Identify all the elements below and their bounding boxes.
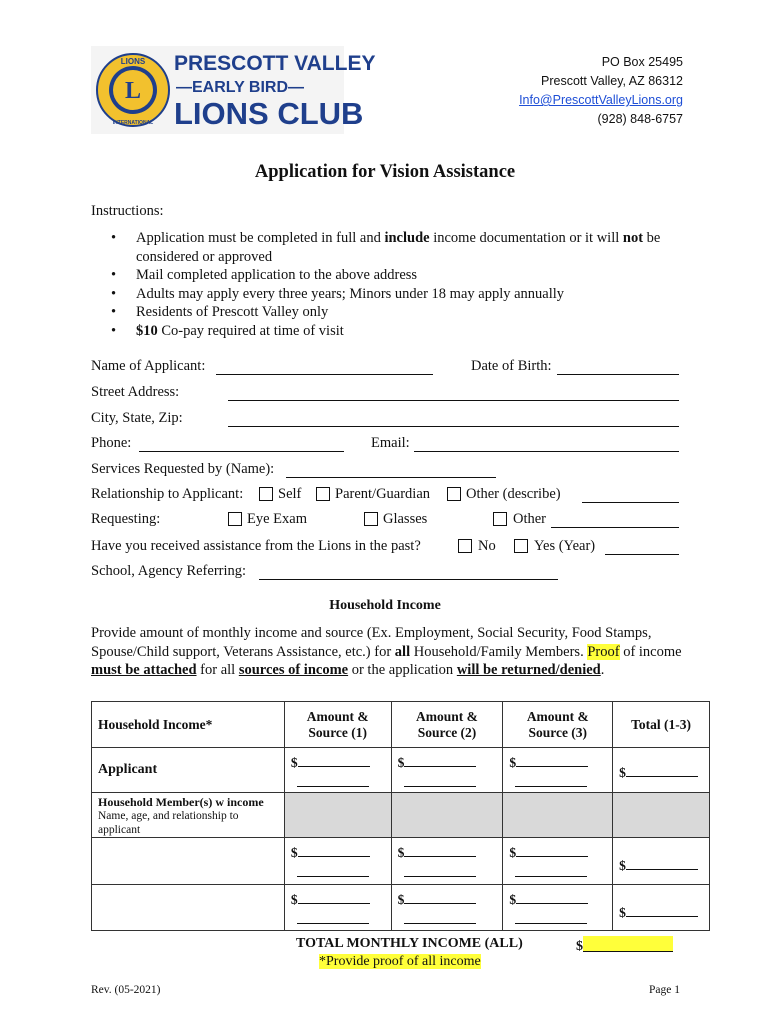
- past-no-label: No: [478, 538, 496, 554]
- shaded-cell: [391, 793, 503, 838]
- member-total[interactable]: $: [613, 838, 710, 885]
- logo-line-1: PRESCOTT VALLEY: [174, 52, 376, 75]
- member-name-cell[interactable]: [92, 885, 285, 931]
- self-label: Self: [278, 486, 302, 502]
- list-item: • $10 Co-pay required at time of visit: [111, 322, 681, 341]
- past-year-field[interactable]: [605, 538, 679, 555]
- member-source-1[interactable]: $: [284, 838, 391, 885]
- shaded-cell: [503, 793, 613, 838]
- applicant-source-2[interactable]: $: [391, 748, 503, 793]
- applicant-source-3[interactable]: $: [503, 748, 613, 793]
- applicant-source-1[interactable]: $: [284, 748, 391, 793]
- contact-info: [519, 53, 683, 129]
- income-table: [91, 701, 710, 931]
- past-yes-checkbox[interactable]: [514, 539, 528, 553]
- member-source-3[interactable]: $: [503, 838, 613, 885]
- applicant-label: Applicant: [92, 748, 285, 793]
- city-label: City, State, Zip:: [91, 410, 183, 426]
- member-source-3[interactable]: $: [503, 885, 613, 931]
- past-no-checkbox[interactable]: [458, 539, 472, 553]
- other-request-checkbox[interactable]: [493, 512, 507, 526]
- instructions-label: Instructions:: [91, 203, 164, 219]
- glasses-checkbox[interactable]: [364, 512, 378, 526]
- shaded-cell: [613, 793, 710, 838]
- household-income-heading: Household Income: [329, 598, 441, 613]
- svg-text:L: L: [124, 78, 142, 104]
- dob-field[interactable]: [557, 358, 679, 375]
- list-item: • Mail completed application to the above address: [111, 266, 681, 285]
- applicant-total[interactable]: $: [613, 748, 710, 793]
- email-label: Email:: [371, 435, 410, 451]
- other-relationship-checkbox[interactable]: [447, 487, 461, 501]
- members-title: Household Member(s) w income: [98, 795, 264, 809]
- email-link[interactable]: Info@PrescottValleyLions.org: [519, 93, 683, 107]
- logo-line-2: —EARLY BIRD—: [176, 79, 305, 96]
- table-row: [92, 793, 710, 838]
- dob-label: Date of Birth:: [471, 358, 552, 374]
- logo-line-3: LIONS CLUB: [174, 96, 364, 131]
- school-field[interactable]: [259, 563, 558, 580]
- past-assistance-label: Have you received assistance from the Lions in the past?: [91, 538, 421, 554]
- city-state-zip: Prescott Valley, AZ 86312: [541, 74, 683, 88]
- total-monthly-income-label: TOTAL MONTHLY INCOME (ALL): [296, 936, 523, 951]
- name-field[interactable]: [216, 358, 433, 375]
- other-request-label: Other: [513, 511, 547, 527]
- lions-emblem-icon: [95, 52, 171, 128]
- phone-number: (928) 848-6757: [597, 112, 683, 126]
- requesting-label: Requesting:: [91, 511, 161, 527]
- po-box: PO Box 25495: [601, 55, 683, 69]
- members-header-cell: [92, 793, 285, 838]
- total-monthly-income-field[interactable]: $: [576, 936, 673, 955]
- svg-text:INTERNATIONAL: INTERNATIONAL: [112, 120, 154, 126]
- page-number: Page 1: [649, 984, 680, 996]
- table-row: [92, 748, 710, 793]
- proof-note: *Provide proof of all income: [319, 954, 481, 969]
- other-relationship-field[interactable]: [582, 486, 679, 503]
- phone-label: Phone:: [91, 435, 132, 451]
- past-yes-label: Yes (Year): [534, 538, 596, 554]
- members-note: Name, age, and relationship to applicant: [98, 810, 239, 836]
- page-title: Application for Vision Assistance: [254, 162, 516, 182]
- eye-exam-label: Eye Exam: [247, 511, 307, 527]
- other-relationship-label: Other (describe): [466, 486, 561, 502]
- self-checkbox[interactable]: [259, 487, 273, 501]
- services-label: Services Requested by (Name):: [91, 461, 275, 477]
- eye-exam-checkbox[interactable]: [228, 512, 242, 526]
- member-source-2[interactable]: $: [391, 885, 503, 931]
- household-instructions: Provide amount of monthly income and source (Ex. Employment, Social Security, Food Stamps, Spouse/Child support, Veterans Assistance, etc.) for all Household/Family Members. Proof of income must be attached for all sources of income or the application will be returned/denied.: [91, 625, 682, 678]
- list-item: • Adults may apply every three years; Minors under 18 may apply annually: [111, 285, 681, 304]
- table-row: [92, 838, 710, 885]
- parent-guardian-label: Parent/Guardian: [335, 486, 431, 502]
- street-label: Street Address:: [91, 384, 180, 400]
- school-label: School, Agency Referring:: [91, 563, 247, 579]
- member-total[interactable]: $: [613, 885, 710, 931]
- club-logo: [91, 46, 376, 134]
- shaded-cell: [284, 793, 391, 838]
- list-item: • Application must be completed in full and include income documentation or it will not be considered or approved: [111, 229, 681, 266]
- header-total: Total (1-3): [613, 702, 710, 748]
- list-item: • Residents of Prescott Valley only: [111, 303, 681, 322]
- relationship-label: Relationship to Applicant:: [91, 486, 244, 502]
- glasses-label: Glasses: [383, 511, 428, 527]
- member-source-1[interactable]: $: [284, 885, 391, 931]
- parent-guardian-checkbox[interactable]: [316, 487, 330, 501]
- email-field[interactable]: [414, 435, 679, 452]
- member-name-cell[interactable]: [92, 838, 285, 885]
- table-row: [92, 885, 710, 931]
- table-header-row: [92, 702, 710, 748]
- phone-field[interactable]: [139, 435, 344, 452]
- street-field[interactable]: [228, 384, 679, 401]
- header-source-2: Amount & Source (2): [391, 702, 503, 748]
- member-source-2[interactable]: $: [391, 838, 503, 885]
- other-request-field[interactable]: [551, 511, 679, 528]
- city-field[interactable]: [228, 410, 679, 427]
- svg-text:LIONS: LIONS: [120, 57, 146, 66]
- revision-label: Rev. (05-2021): [91, 984, 161, 996]
- services-field[interactable]: [286, 461, 496, 478]
- header-source-1: Amount & Source (1): [284, 702, 391, 748]
- instructions-list: [111, 229, 681, 340]
- name-label: Name of Applicant:: [91, 358, 206, 374]
- header-source-3: Amount & Source (3): [503, 702, 613, 748]
- header-household-income: Household Income*: [92, 702, 285, 748]
